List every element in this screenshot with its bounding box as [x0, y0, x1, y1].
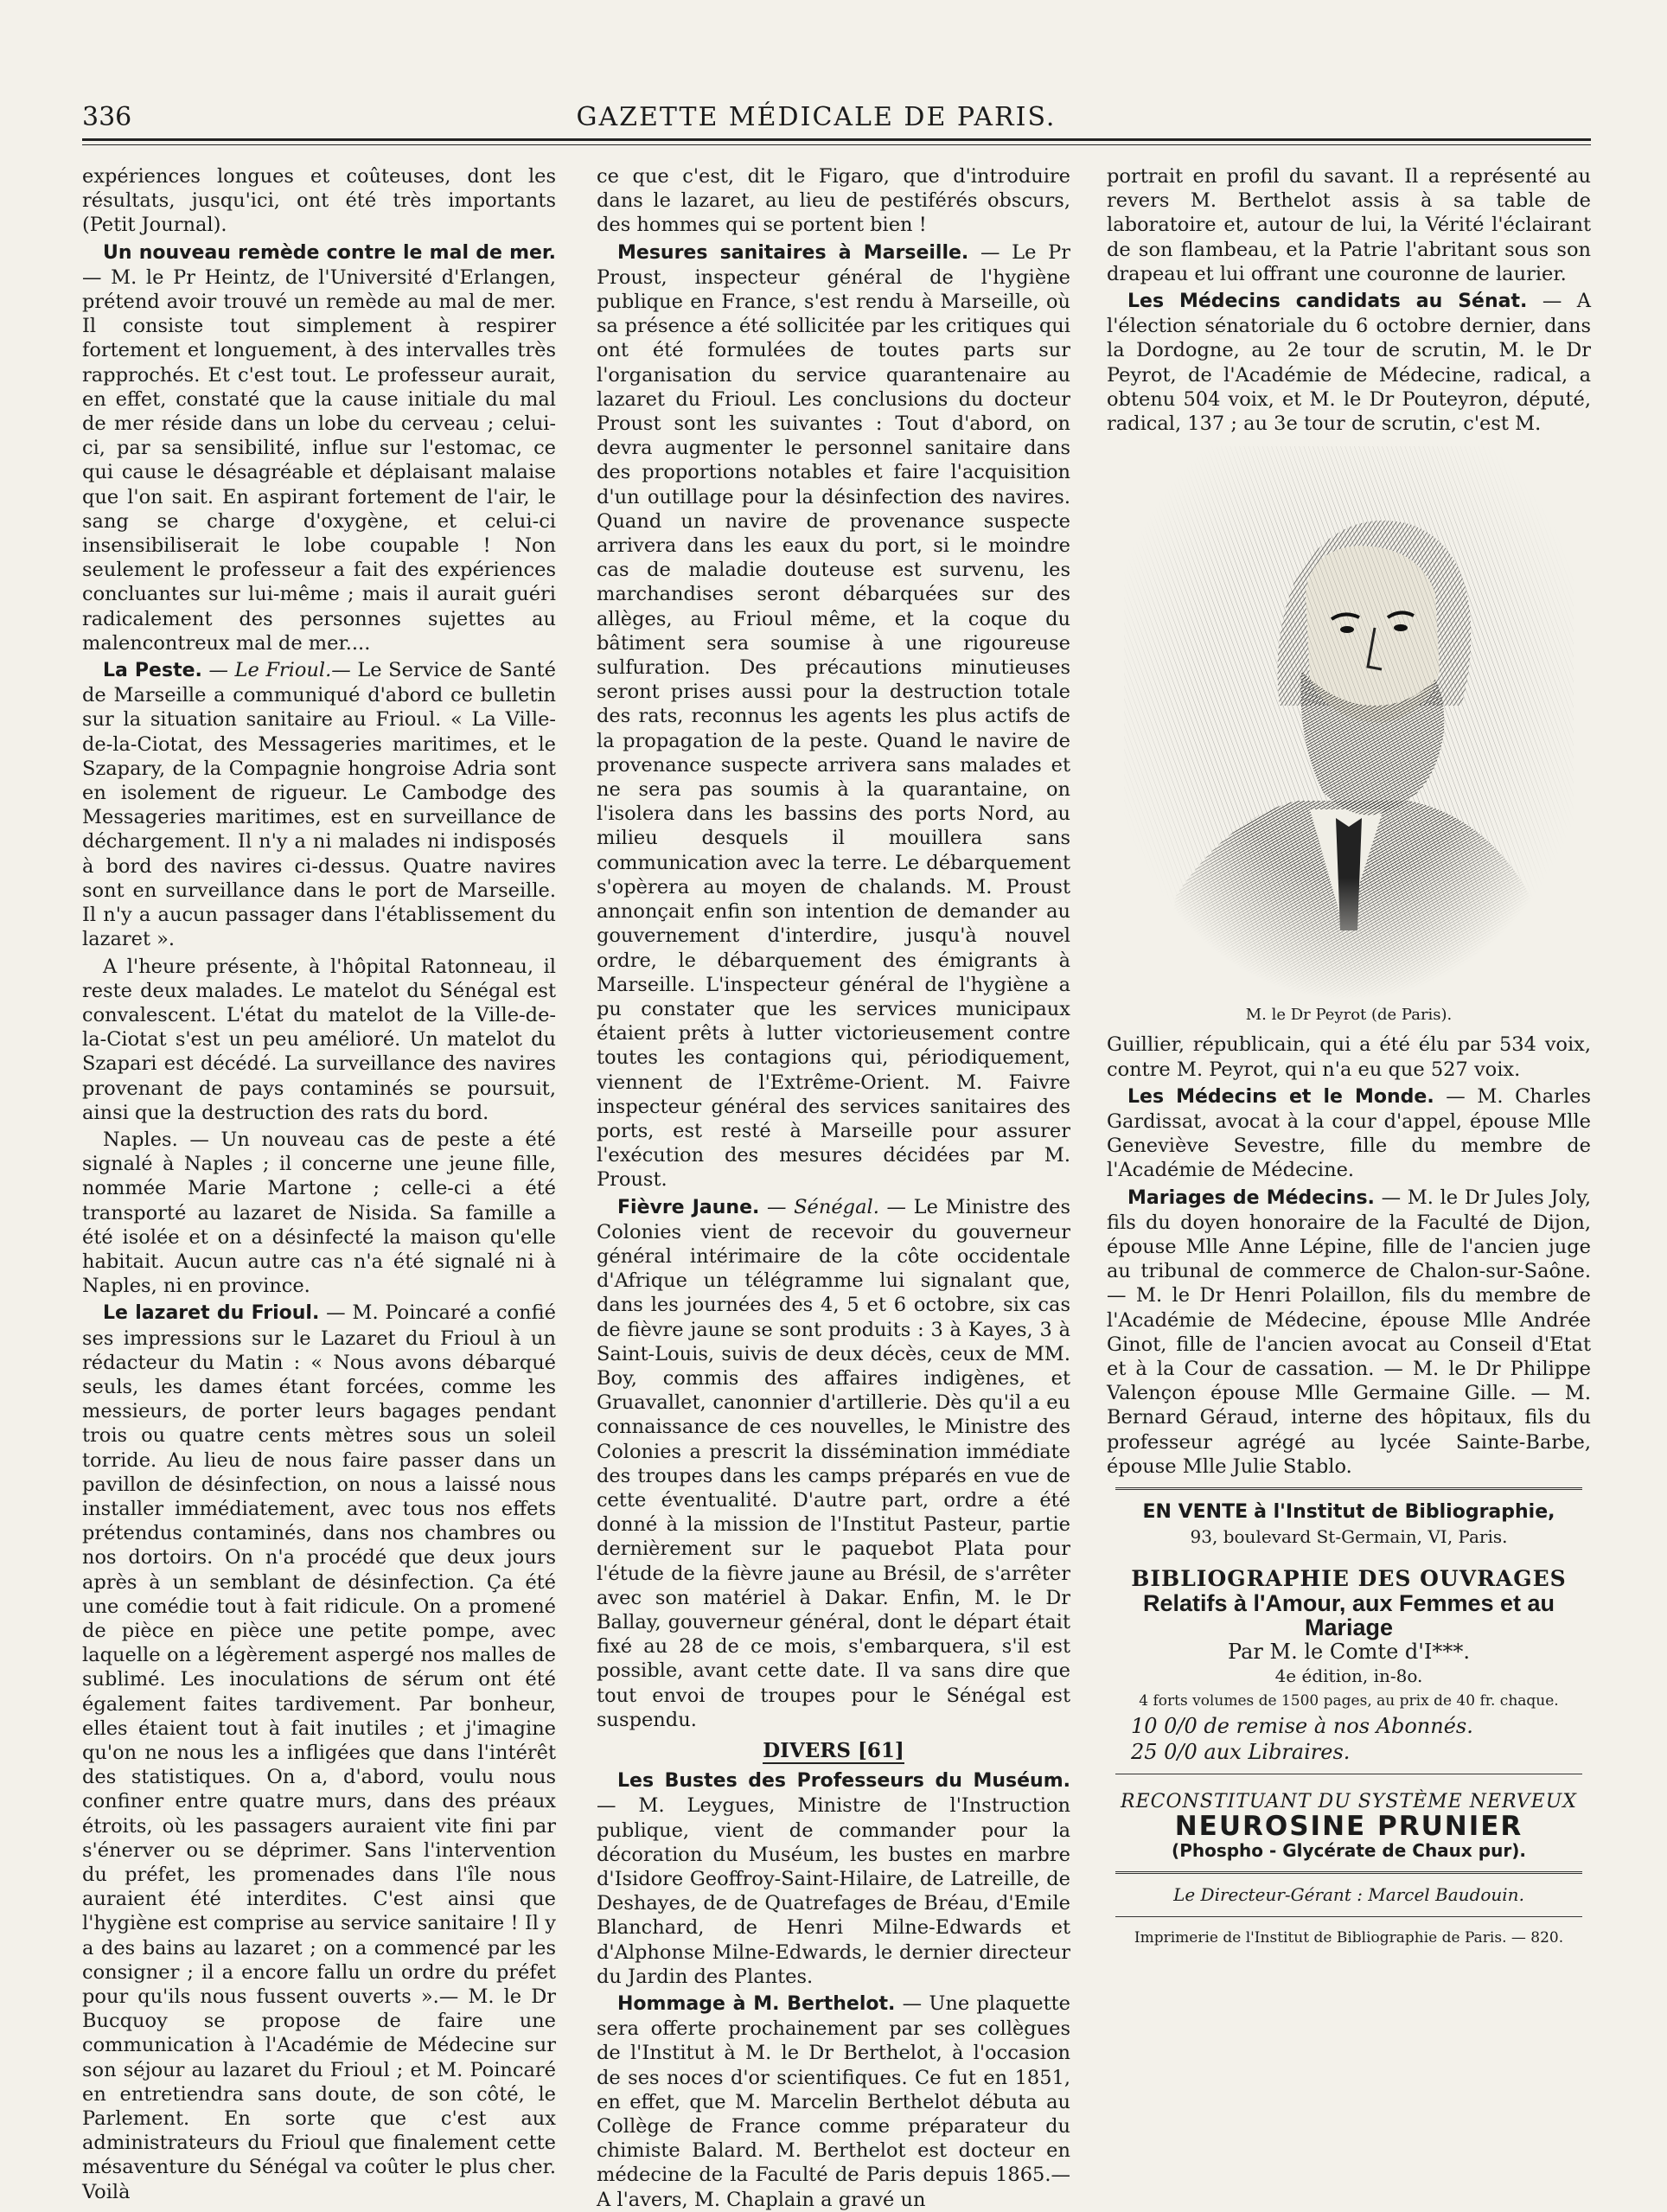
article-title: Les Médecins et le Monde.	[1127, 1085, 1434, 1108]
article-title: La Peste.	[103, 660, 202, 682]
article-mesures-sanitaires	[597, 240, 1070, 1192]
ad-edition: 4e édition, in-8o.	[1274, 1665, 1423, 1687]
column-3	[1107, 164, 1591, 1950]
article-text: — M. Charles Gardissat, avocat à la cour d'appel, épouse Mlle Geneviève Sevestre, fille du membre de l'Académie de Médecine.	[1107, 1084, 1591, 1182]
column-1	[82, 164, 556, 2204]
ad-title: BIBLIOGRAPHIE DES OUVRAGES	[1131, 1565, 1567, 1591]
advertisement-bibliographie	[1107, 1500, 1591, 1765]
article-medecins-monde	[1107, 1084, 1591, 1183]
page-number: 336	[82, 102, 132, 132]
article-title: Le lazaret du Frioul.	[103, 1302, 320, 1325]
article-fievre-jaune	[597, 1195, 1070, 1732]
article-text: Le Ministre des Colonies vient de recevoir du gouverneur général intérimaire de la côte occidentale d'Afrique un télégramme lui signalant que, dans les journées des 4, 5 et 6 octobre, six cas de fièvre jaune se sont produits : 3 à Kayes, 3 à Saint-Louis, suivis de deux décès, ceux de MM. Boy, commis des affaires indigènes, et Gruavallet, canonnier d'artillerie. Dès qu'il a eu connaissance de ces nouvelles, le Ministre des Colonies a prescrit la dissémination immédiate des troupes dans les camps préparés en vue de cette éventualité. D'autre part, ordre a été donné à la mission de l'Institut Pasteur, partie dernièrement sur le paquebot Plata pour l'étude de la fièvre jaune au Brésil, de s'arrêter avec son matériel à Dakar. Enfin, M. le Dr Ballay, gouverneur général, dont le départ était fixé au 28 de ce mois, s'embarquera, s'il est possible, avant cette date. Il va sans dire que tout envoi de troupes pour le Sénégal est suspendu.	[597, 1195, 1070, 1731]
ad-header	[1107, 1500, 1591, 1525]
article-title: Mesures sanitaires à Marseille.	[617, 241, 969, 264]
divider	[1115, 1871, 1582, 1874]
article-berthelot	[597, 1991, 1070, 2212]
ad-volumes: 4 forts volumes de 1500 pages, au prix de 40 fr. chaque.	[1139, 1691, 1559, 1710]
article-title: Un nouveau remède contre le mal de mer.	[103, 241, 556, 264]
article-text: — M. le Dr Jules Joly, fils du doyen honoraire de la Faculté de Dijon, épouse Mlle Anne Lépine, fille de l'ancien juge au tribunal de commerce de Chalon-sur-Saône. — M. le Dr Henri Polaillon, fils du membre de l'Académie de Médecine, épouse Mlle Andrée Ginot, fille de l'ancien avocat au Conseil d'Etat et à la Cour de cassation. — M. le Dr Philippe Valençon épouse Mlle Germaine Gille. — M. Bernard Géraud, interne des hôpitaux, fils du professeur agrégé au lycée Sainte-Barbe, épouse Mlle Julie Stablo.	[1107, 1186, 1592, 1478]
paragraph: portrait en profil du savant. Il a représenté au revers M. Berthelot assis à sa table de laboratoire et, autour de lui, la Vérité l'éclairant de son flambeau, et la Patrie l'abritant sous son drapeau et lui offrant une couronne de laurier.	[1107, 165, 1591, 285]
director-line: Le Directeur-Gérant : Marcel Baudouin.	[1173, 1884, 1524, 1906]
article-senat	[1107, 289, 1591, 436]
section-heading	[597, 1739, 1070, 1763]
portrait-caption: M. le Dr Peyrot (de Paris).	[1245, 1006, 1453, 1025]
article-title: Hommage à M. Berthelot.	[617, 1993, 896, 2016]
paragraph: ce que c'est, dit le Figaro, que d'introduire dans le lazaret, au lieu de pestiférés obscurs, des hommes qui se portent bien !	[597, 165, 1070, 237]
article-bustes	[597, 1768, 1070, 1989]
article-subtitle: — Le Frioul.—	[208, 659, 351, 682]
article-text: — M. Leygues, Ministre de l'Instruction publique, vient de commander pour la décoration du Muséum, les bustes en marbre d'Isidore Geoffroy-Saint-Hilaire, de Latreille, de Deshayes, de de Quatrefages de Bréau, d'Emile Blanchard, de Henri Milne-Edwards et d'Alphonse Milne-Edwards, le dernier directeur du Jardin des Plantes.	[597, 1794, 1070, 1988]
ad-remise-libraires: 25 0/0 aux Libraires.	[1131, 1739, 1351, 1764]
paragraph: A l'heure présente, à l'hôpital Ratonneau, il reste deux malades. Le matelot du Sénégal est convalescent. L'état du matelot de la Ville-de-la-Ciotat s'est un peu amélioré. Un matelot du Szapari est décédé. La surveillance des navires provenant de pays contaminés se poursuit, ainsi que la destruction des rats du bord.	[82, 955, 556, 1124]
ad-brand: NEUROSINE PRUNIER	[1174, 1810, 1523, 1842]
article-mariages	[1107, 1186, 1591, 1479]
printer-line: Imprimerie de l'Institut de Bibliographie de Paris. — 820.	[1134, 1928, 1564, 1947]
advertisement-neurosine	[1107, 1790, 1591, 1864]
ad-remise-abonnes: 10 0/0 de remise à nos Abonnés.	[1131, 1713, 1473, 1738]
journal-title: GAZETTE MÉDICALE DE PARIS.	[576, 102, 1057, 132]
article-title: Les Médecins candidats au Sénat.	[1127, 291, 1528, 313]
article-text: Le Service de Santé de Marseille a communiqué d'abord ce bulletin sur la situation sanitaire au Frioul. « La Ville-de-la-Ciotat, des Messageries maritimes, et le Szapary, de la Compagnie hongroise Adria sont en isolement de rigueur. Le Cambodge des Messageries maritimes, est en surveillance de déchargement. Il n'y a ni malades ni indisposés à bord des navires ci-dessus. Quatre navires sont en surveillance dans le port de Marseille. Il n'y a aucun passager dans l'établissement du lazaret ».	[82, 659, 556, 951]
article-title: Fièvre Jaune.	[617, 1196, 760, 1218]
portrait-engraving	[1124, 446, 1574, 1000]
article-text: — Une plaquette sera offerte prochainement par ses collègues de l'Institut à M. le Dr Berthelot, à l'occasion de ses noces d'or scientifiques. Ce fut en 1851, en effet, que M. Marcelin Berthelot débuta au Collège de France comme préparateur du chimiste Balard. M. Berthelot est docteur en médecine de la Faculté de Paris depuis 1865.— A l'avers, M. Chaplain a gravé un	[597, 1992, 1071, 2211]
page-header	[82, 102, 1550, 137]
article-mal-de-mer	[82, 240, 556, 655]
ad-institut: à l'Institut de Bibliographie,	[1254, 1501, 1555, 1524]
divers-label: DIVERS [61]	[763, 1739, 904, 1762]
divider	[1115, 1487, 1582, 1490]
ad-subtitle: Relatifs à l'Amour, aux Femmes et au Mariage	[1142, 1589, 1555, 1640]
article-text: — A l'élection sénatoriale du 6 octobre dernier, dans la Dordogne, au 2e tour de scrutin, M. le Dr Peyrot, de l'Académie de Médecine, radical, a obtenu 504 voix, et M. le Dr Pouteyron, député, radical, 137 ; au 3e tour de scrutin, c'est M.	[1107, 290, 1592, 436]
paragraph-naples: Naples. — Un nouveau cas de peste a été signalé à Naples ; il concerne une jeune fille, nommée Marie Martone ; celle-ci a été transporté au lazaret de Nisida. Sa famille a été isolée et on a désinfecté la maison qu'elle habitait. Aucun autre cas n'a été signalé ni à Naples, ni en province.	[82, 1128, 556, 1298]
divider	[1115, 1916, 1582, 1917]
ad-en-vente: EN VENTE	[1142, 1501, 1249, 1524]
article-text: — Le Pr Proust, inspecteur général de l'hygiène publique en France, s'est rendu à Marseille, où sa présence a été sollicitée par les critiques qui ont été formulées de toutes parts sur l'organisation du service quarantenaire au lazaret du Frioul. Les conclusions du docteur Proust sont les suivantes : Tout d'abord, on devra augmenter le personnel sanitaire dans des proportions notables et faire l'acquisition d'un outillage pour la désinfection des navires. Quand un navire de provenance suspecte arrivera dans les eaux du port, si le moindre cas de maladie douteuse est survenu, les marchandises seront débarquées sur des allèges, au Frioul même, et la coque du bâtiment sera soumise à une rigoureuse sulfuration. Des précautions minutieuses seront prises aussi pour la destruction totale des rats, reconnus les agents les plus actifs de la propagation de la peste. Quand le navire de provenance suspecte arrivera sans malades et ne sera pas soumis à la quarantaine, on l'isolera dans les bassins des ports Nord, au milieu desquels il mouillera sans communication avec la terre. Le débarquement s'opèrera au moyen de chalands. M. Proust annonçait enfin son intention de demander au gouvernement d'interdire, jusqu'à nouvel ordre, le débarquement des émigrants à Marseille. L'inspecteur général de l'hygiène a pu constater que les services municipaux étaient prêts à lutter victorieusement contre toutes les contagions qui, périodiquement, viennent de l'Extrême-Orient. M. Faivre inspecteur général des services sanitaires des ports, est resté à Marseille pour assurer l'exécution des mesures décidées par M. Proust.	[597, 240, 1070, 1192]
article-text: — M. Poincaré a confié ses impressions sur le Lazaret du Frioul à un rédacteur du Matin : « Nous avons débarqué seuls, les dames étant forcées, comme les messieurs, de porter leurs bagages pendant trois ou quatre cents mètres sous un soleil torride. Au lieu de nous faire passer dans un pavillon de désinfection, on nous a laissé nous installer immédiatement, avec tous nos effets prétendus contaminés, dans nos chambres ou nos dortoirs. On n'a procédé que deux jours après à un semblant de désinfection. Ça été une comédie tout à fait ridicule. On a promené de pièce en pièce une petite pompe, avec laquelle on a légèrement aspergé nos malles de sublimé. Les inoculations de sérum ont été également faites tardivement. Par bonheur, elles étaient tout à fait inutiles ; et j'imagine qu'on ne nous les a infligées que dans l'intérêt des statistiques. On a, d'abord, voulu nous confiner entre quatre murs, dans des préaux étroits, où les passagers auraient vite fini par s'énerver ou se déprimer. Sans l'intervention du préfet, les promenades dans l'île nous auraient été interdites. C'est ainsi que l'hygiène est comprise au service sanitaire ! Il y a des bains au lazaret ; on a commencé par les consigner ; il a encore fallu un ordre du préfet pour qu'ils nous fussent ouverts ».— M. le Dr Bucquoy se propose de faire une communication à l'Académie de Médecine sur son séjour au lazaret du Frioul ; et M. Poincaré en entretiendra sans doute, de son côté, le Parlement. En sorte que c'est aux administrateurs du Frioul que finalement cette mésaventure du Sénégal va coûter le plus cher. Voilà	[82, 1301, 556, 2203]
ad-address: 93, boulevard St-Germain, VI, Paris.	[1190, 1526, 1508, 1548]
article-title: Mariages de Médecins.	[1127, 1186, 1375, 1209]
article-subtitle: — Sénégal. —	[767, 1195, 906, 1218]
paragraph: expériences longues et coûteuses, dont les résultats, jusqu'ici, ont été très importants (Petit Journal).	[82, 165, 556, 237]
article-text: — M. le Pr Heintz, de l'Université d'Erlangen, prétend avoir trouvé un remède au mal de mer. Il consiste tout simplement à respirer fortement et longuement, à des intervalles très rapprochés. Et c'est tout. Le professeur aurait, en effet, constaté que la cause initiale du mal de mer réside dans un lobe du cerveau ; celui-ci, par sa sensibilité, influe sur l'estomac, ce qui cause le désagréable et déplaisant malaise que l'on sait. En aspirant fortement de l'air, le sang se charge d'oxygène, et celui-ci insensibiliserait le lobe coupable ! Non seulement le professeur a fait des expériences concluantes sur lui-même ; mais il aurait guéri radicalement des personnes sujettes au malencontreux mal de mer....	[82, 265, 556, 655]
column-2	[597, 164, 1070, 2212]
paragraph: Guillier, républicain, qui a été élu par 534 voix, contre M. Peyrot, qui n'a eu que 527 voix.	[1107, 1033, 1591, 1081]
header-rule-thin	[82, 144, 1591, 145]
article-title: Les Bustes des Professeurs du Muséum.	[617, 1770, 1070, 1793]
ad-kicker: RECONSTITUANT DU SYSTÈME NERVEUX	[1121, 1790, 1577, 1812]
header-rule	[82, 138, 1591, 141]
article-la-peste	[82, 658, 556, 951]
article-lazaret	[82, 1301, 556, 2204]
ad-author: Par M. le Comte d'I***.	[1228, 1640, 1470, 1665]
ad-product-sub: (Phospho - Glycérate de Chaux pur).	[1172, 1840, 1526, 1862]
